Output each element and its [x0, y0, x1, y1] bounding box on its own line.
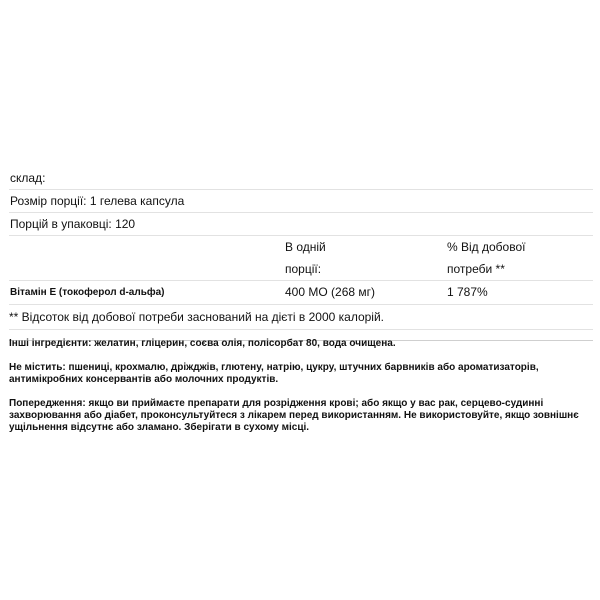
supplement-facts-table	[9, 167, 593, 341]
serving-size-text: Розмір порції: 1 гелева капсула	[10, 194, 185, 208]
amount-per-serving-header	[285, 236, 415, 280]
free-from-text: Не містить: пшениці, крохмалю, дріжджів, глютену, натрію, цукру, штучних барвників або ароматизаторів, антимікробних консервантів або молочних продуктів.	[9, 362, 539, 385]
other-ingredients-text: Інші інгредієнти: желатин, гліцерин, соєва олія, полісорбат 80, вода очищена.	[9, 338, 396, 349]
servings-per-container-text: Порцій в упаковці: 120	[10, 217, 136, 231]
nutrient-amount: 400 МО (268 мг)	[285, 285, 375, 299]
serving-size-row	[9, 190, 593, 213]
amount-header-line1: В одній	[285, 240, 326, 254]
dv-header-line2: потреби **	[447, 262, 505, 276]
footnote-text: ** Відсоток від добової потреби заснований на дієті в 2000 калорій.	[9, 310, 385, 324]
dv-header-line1: % Від добової	[447, 240, 526, 254]
nutrient-name: Вітамін Е (токоферол d-альфа)	[10, 287, 165, 298]
daily-value-header	[447, 236, 587, 280]
composition-label: склад:	[10, 171, 46, 185]
servings-per-container-row	[9, 213, 593, 236]
warning-text: Попередження: якщо ви приймаєте препарати для розрідження крові; або якщо у вас рак, серцево-судинні захворювання або діабет, проконсультуйтеся з лікарем перед використанням. Не використовуйте, якщо зовнішнє ущільнення відсутнє або зламано. Зберігати в сухому місці.	[9, 398, 579, 433]
nutrient-row	[9, 281, 593, 305]
nutrient-daily-value: 1 787%	[447, 285, 488, 299]
composition-row	[9, 167, 593, 190]
product-notes	[9, 338, 593, 446]
footnote-row	[9, 305, 593, 330]
table-header-row	[9, 236, 593, 281]
amount-header-line2: порції:	[285, 262, 322, 276]
